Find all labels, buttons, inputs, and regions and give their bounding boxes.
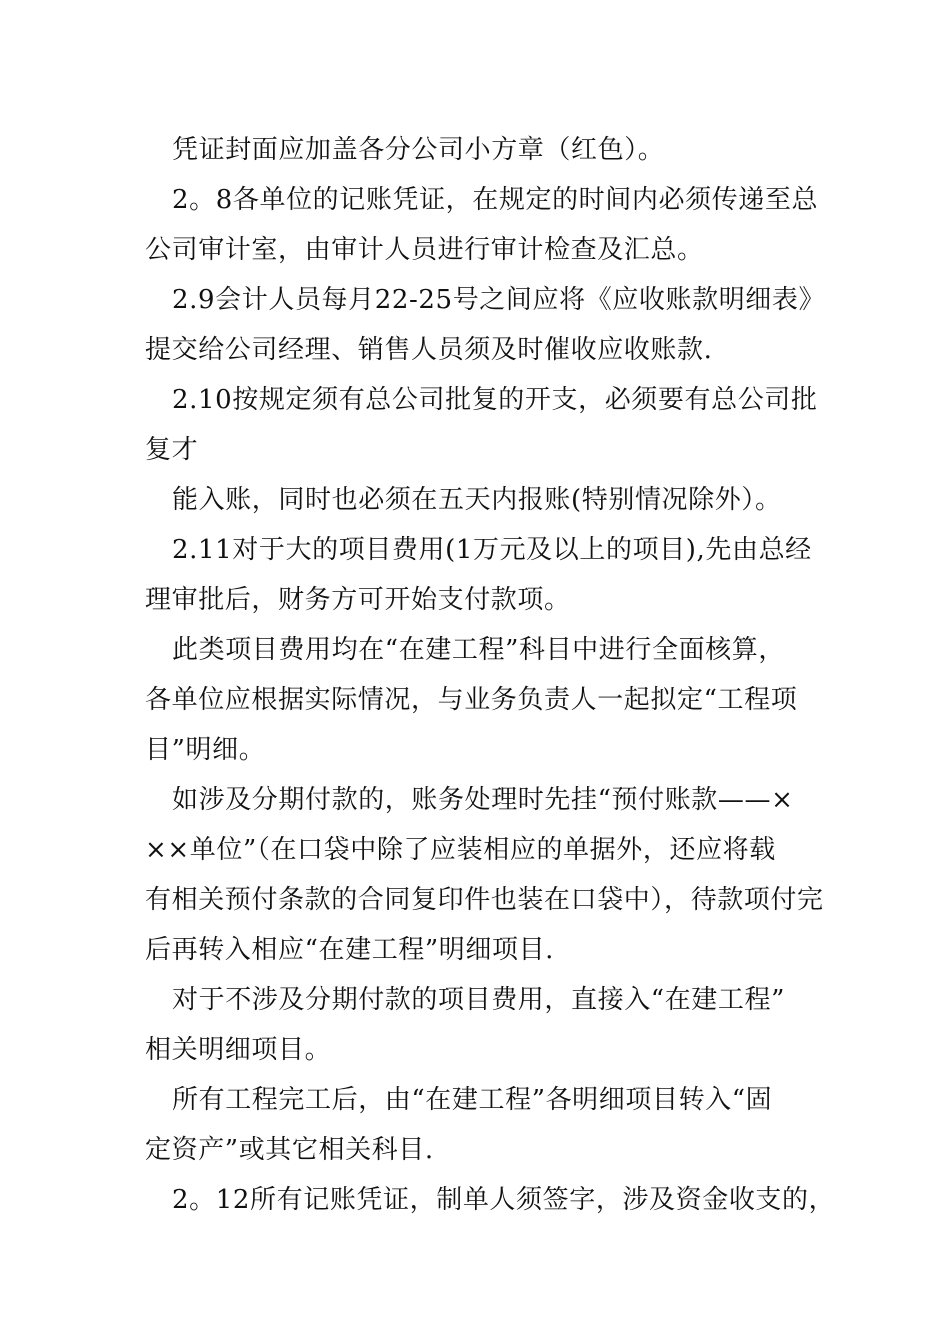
text-line: 此类项目费用均在“在建工程”科目中进行全面核算，: [172, 635, 785, 665]
text-line: 理审批后，财务方可开始支付款项。: [145, 585, 571, 615]
text-line: 有相关预付条款的合同复印件也装在口袋中），待款项付完: [145, 885, 824, 915]
text-line: 后再转入相应“在建工程”明细项目.: [145, 935, 555, 965]
text-line: 提交给公司经理、销售人员须及时催收应收账款.: [145, 335, 713, 365]
text-line: ××单位”（在口袋中除了应装相应的单据外，还应将载: [145, 835, 776, 865]
text-line: 公司审计室，由审计人员进行审计检查及汇总。: [145, 235, 704, 265]
text-line: 2.10按规定须有总公司批复的开支，必须要有总公司批: [172, 385, 818, 415]
text-line: 复才: [145, 435, 199, 465]
text-line: 2.9会计人员每月22-25号之间应将《应收账款明细表》: [172, 285, 826, 315]
text-line: 定资产”或其它相关科目.: [145, 1135, 434, 1165]
text-line: 所有工程完工后，由“在建工程”各明细项目转入“固: [172, 1085, 773, 1115]
text-line: 2.11对于大的项目费用(1万元及以上的项目),先由总经: [172, 535, 812, 565]
text-line: 2。12所有记账凭证，制单人须签字，涉及资金收支的，: [172, 1185, 836, 1215]
text-line: 2。8各单位的记账凭证，在规定的时间内必须传递至总: [172, 185, 819, 215]
text-line: 各单位应根据实际情况，与业务负责人一起拟定“工程项: [145, 685, 798, 715]
text-line: 对于不涉及分期付款的项目费用，直接入“在建工程”: [172, 985, 785, 1015]
text-line: 如涉及分期付款的，账务处理时先挂“预付账款——×: [172, 785, 794, 815]
text-line: 凭证封面应加盖各分公司小方章（红色）。: [172, 135, 665, 165]
text-line: 相关明细项目。: [145, 1035, 332, 1065]
text-line: 能入账，同时也必须在五天内报账(特别情况除外）。: [172, 485, 782, 515]
text-line: 目”明细。: [145, 735, 266, 765]
